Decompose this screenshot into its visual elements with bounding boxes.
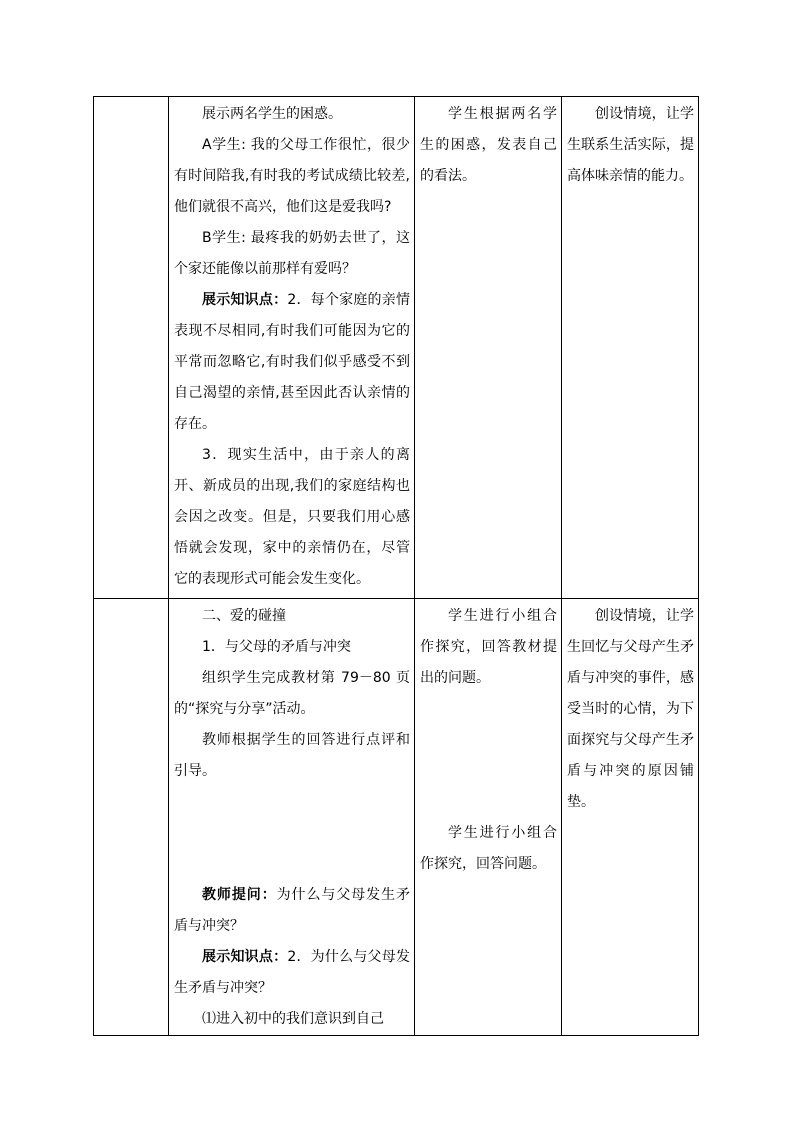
activity-paragraph: ⑴进入初中的我们意识到自己: [202, 1011, 384, 1027]
student-activity-cell: [415, 599, 562, 1036]
stage-cell: [94, 97, 169, 599]
teacher-question-label: 教师提问：: [202, 887, 277, 903]
lesson-plan-table: [93, 96, 699, 1036]
table-row: [94, 97, 699, 599]
student-activity-text: 学生进行小组合作探究，回答教材提出的问题。: [420, 608, 557, 686]
activity-paragraph: 展示知识点：2．为什么与父母发生矛盾与冲突？: [174, 949, 410, 996]
activity-paragraph: A学生: 我的父母工作很忙，很少有时间陪我,有时我的考试成绩比较差,他们就很不高兴，他们这是爱我吗?: [174, 137, 410, 215]
teacher-activity-cell: [169, 97, 415, 599]
student-activity-cell: [415, 97, 562, 599]
activity-paragraph: 展示知识点：2．每个家庭的亲情表现不尽相同,有时我们可能因为它的平常而忽略它,有时我们似乎感受不到自己渴望的亲情,甚至因此否认亲情的存在。: [174, 292, 410, 432]
activity-paragraph: 教师提问：为什么与父母发生矛盾与冲突？: [174, 887, 411, 934]
design-intent-cell: [562, 97, 699, 599]
design-intent-cell: [562, 599, 699, 1036]
activity-paragraph: B学生: 最疼我的奶奶去世了，这个家还能像以前那样有爱吗？: [174, 230, 410, 277]
design-intent-text: 创设情境，让学生回忆与父母产生矛盾与冲突的事件，感受当时的心情，为下面探究与父母产生矛盾与冲突的原因铺垫。: [567, 608, 694, 810]
teacher-activity-cell: [169, 599, 415, 1036]
table-row: [94, 599, 699, 1036]
stage-cell: [94, 599, 169, 1036]
activity-paragraph: 教师根据学生的回答进行点评和引导。: [174, 732, 410, 779]
activity-paragraph: 3．现实生活中，由于亲人的离开、新成员的出现,我们的家庭结构也会因之改变。但是，只要我们用心感悟就会发现，家中的亲情仍在，尽管它的表现形式可能会发生变化。: [174, 447, 410, 587]
activity-paragraph: 组织学生完成教材第 79－80 页的“探究与分享”活动。: [174, 670, 410, 717]
student-activity-text: 学生进行小组合作探究，回答问题。: [420, 825, 557, 872]
student-activity-text: 学生根据两名学生的困惑，发表自己的看法。: [420, 106, 557, 184]
knowledge-point-label: 展示知识点：: [202, 949, 288, 965]
knowledge-point-label: 展示知识点：: [202, 292, 288, 308]
design-intent-text: 创设情境，让学生联系生活实际，提高体味亲情的能力。: [567, 106, 694, 184]
subsection-heading: 1．与父母的矛盾与冲突: [202, 639, 351, 655]
section-heading: 二、爱的碰撞: [202, 608, 286, 624]
activity-paragraph: 展示两名学生的困惑。: [202, 106, 342, 122]
